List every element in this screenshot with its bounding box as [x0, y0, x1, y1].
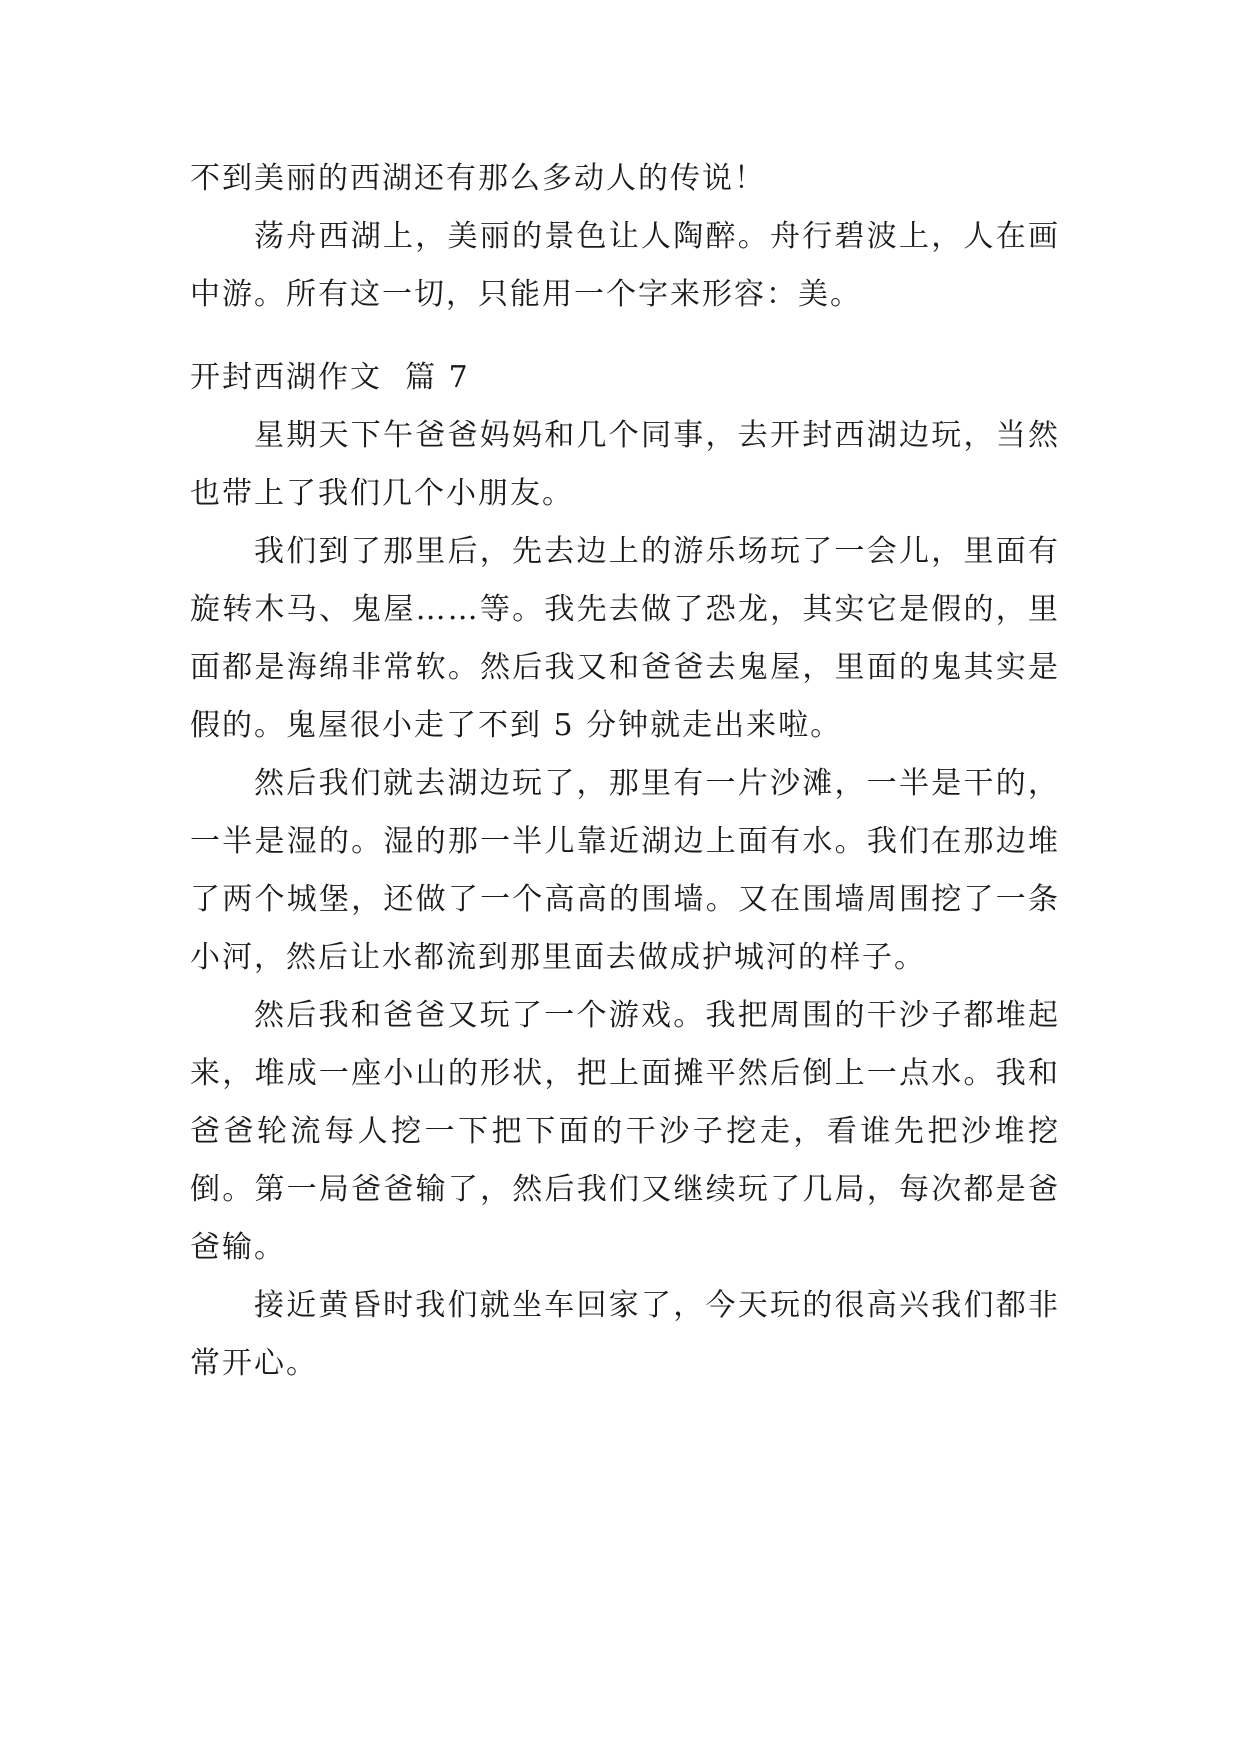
closing-paragraph: 荡舟西湖上，美丽的景色让人陶醉。舟行碧波上，人在画中游。所有这一切，只能用一个字来形容：美。: [190, 219, 1060, 312]
section-title: 开封西湖作文 篇 7: [190, 360, 470, 395]
body-paragraph-1: 星期天下午爸爸妈妈和几个同事，去开封西湖边玩，当然也带上了我们几个小朋友。: [190, 418, 1060, 511]
body-paragraph-4: 然后我和爸爸又玩了一个游戏。我把周围的干沙子都堆起来，堆成一座小山的形状，把上面摊平然后倒上一点水。我和爸爸轮流每人挖一下把下面的干沙子挖走，看谁先把沙堆挖倒。第一局爸爸输了，然后我们又继续玩了几局，每次都是爸爸输。: [190, 998, 1060, 1265]
previous-section-ending: [190, 150, 1060, 324]
body-paragraph-5: 接近黄昏时我们就坐车回家了，今天玩的很高兴我们都非常开心。: [190, 1288, 1060, 1381]
continued-paragraph: 不到美丽的西湖还有那么多动人的传说！: [190, 161, 766, 196]
body-paragraph-2: 我们到了那里后，先去边上的游乐场玩了一会儿，里面有旋转木马、鬼屋……等。我先去做了恐龙，其实它是假的，里面都是海绵非常软。然后我又和爸爸去鬼屋，里面的鬼其实是假的。鬼屋很小走了不到 5 分钟就走出来啦。: [190, 534, 1060, 743]
essay-section: [190, 349, 1060, 1393]
body-paragraph-3: 然后我们就去湖边玩了，那里有一片沙滩，一半是干的，一半是湿的。湿的那一半儿靠近湖边上面有水。我们在那边堆了两个城堡，还做了一个高高的围墙。又在围墙周围挖了一条小河，然后让水都流到那里面去做成护城河的样子。: [190, 766, 1060, 975]
